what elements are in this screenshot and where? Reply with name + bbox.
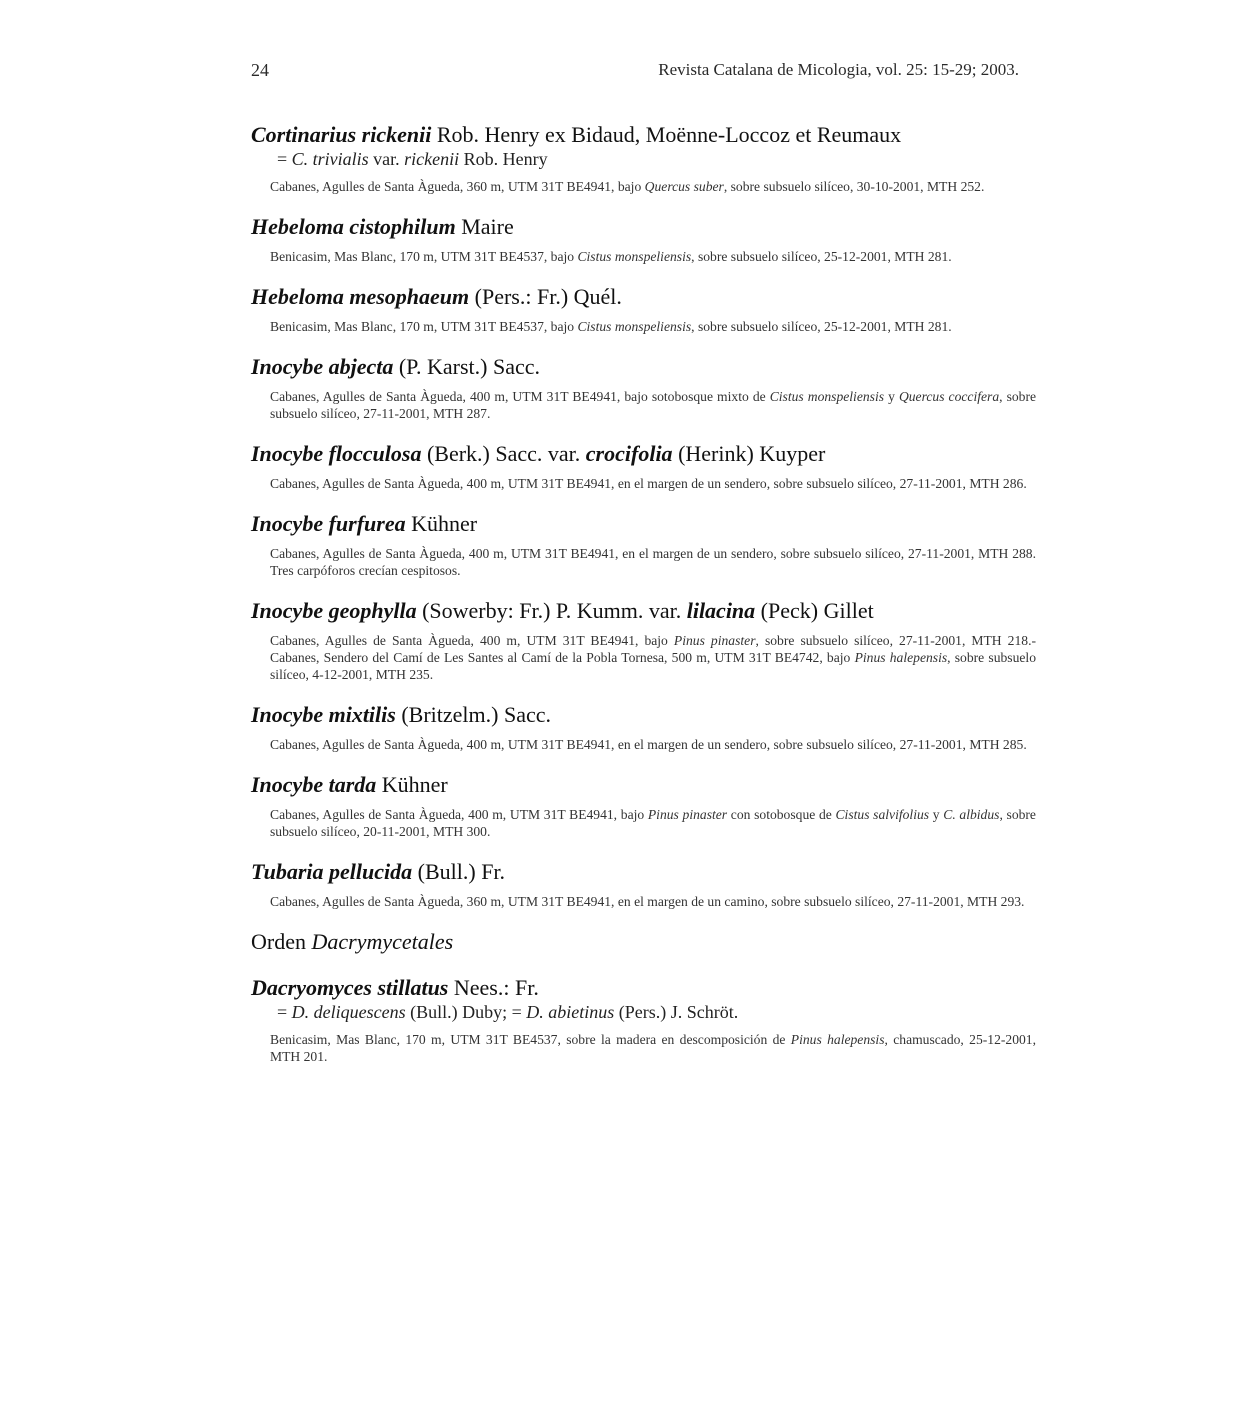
synonym-author: Rob. Henry	[459, 149, 548, 169]
specimen-record	[270, 806, 1036, 840]
synonym-name: D. deliquescens	[291, 1002, 406, 1022]
record-text: , sobre subsuelo silíceo, 30-10-2001, MTH 252.	[723, 179, 985, 194]
record-text: , sobre subsuelo silíceo, 20-11-2001, MTH 300.	[270, 807, 1036, 839]
variety-name: crocifolia	[585, 441, 673, 466]
species-heading	[251, 511, 1036, 537]
order-heading	[251, 929, 1036, 955]
synonym-mid: (Bull.) Duby; =	[405, 1002, 527, 1022]
specimen-record	[270, 178, 1036, 195]
variety-author: (Peck) Gillet	[755, 598, 874, 623]
species-heading	[251, 772, 1036, 798]
species-heading	[251, 975, 1036, 1001]
specimen-record	[270, 736, 1036, 753]
species-name: Dacryomyces stillatus	[251, 975, 449, 1000]
species-entry	[251, 772, 1036, 840]
species-heading	[251, 441, 1036, 467]
species-author: (Bull.) Fr.	[412, 859, 506, 884]
record-host-taxon: Cistus monspeliensis	[577, 319, 692, 334]
specimen-record	[270, 248, 1036, 265]
species-author: Maire	[455, 214, 514, 239]
record-text: , sobre subsuelo silíceo, 25-12-2001, MTH 281.	[691, 319, 952, 334]
species-entry	[251, 214, 1036, 265]
species-author: Rob. Henry ex Bidaud, Moënne-Loccoz et Reumaux	[431, 122, 902, 147]
running-header	[251, 60, 1019, 88]
order-label: Orden	[251, 929, 312, 954]
record-text: , sobre subsuelo silíceo, 25-12-2001, MTH 281.	[691, 249, 952, 264]
record-text: Cabanes, Agulles de Santa Àgueda, 400 m, UTM 31T BE4941, en el margen de un sendero, sobre subsuelo silíceo, 27-11-2001, MTH 285.	[270, 737, 1027, 752]
synonym-line	[277, 148, 1036, 170]
record-text: Cabanes, Agulles de Santa Àgueda, 360 m, UTM 31T BE4941, en el margen de un camino, sobre subsuelo silíceo, 27-11-2001, MTH 293.	[270, 894, 1025, 909]
species-name: Cortinarius rickenii	[251, 122, 432, 147]
page-number: 24	[251, 60, 269, 80]
record-text: Benicasim, Mas Blanc, 170 m, UTM 31T BE4537, bajo	[270, 319, 578, 334]
synonym-prefix: =	[277, 1002, 292, 1022]
species-name: Hebeloma mesophaeum	[251, 284, 470, 309]
specimen-record	[270, 388, 1036, 422]
species-author: Nees.: Fr.	[448, 975, 539, 1000]
record-host-taxon: Cistus monspeliensis	[769, 389, 885, 404]
record-text: Cabanes, Agulles de Santa Àgueda, 400 m, UTM 31T BE4941, bajo sotobosque mixto de	[270, 389, 770, 404]
record-text: , sobre subsuelo silíceo, 27-11-2001, MTH 287.	[270, 389, 1037, 421]
synonym-name-2: D. abietinus	[526, 1002, 615, 1022]
species-entry	[251, 859, 1036, 910]
record-host-taxon: Quercus suber	[644, 179, 724, 194]
specimen-record	[270, 318, 1036, 335]
species-name: Inocybe tarda	[251, 772, 377, 797]
synonym-name: C. trivialis	[291, 149, 369, 169]
record-text: y	[929, 807, 944, 822]
species-heading	[251, 859, 1036, 885]
record-text: , sobre subsuelo silíceo, 4-12-2001, MTH 235.	[270, 650, 1036, 682]
record-text: , chamuscado, 25-12-2001, MTH 201.	[270, 1032, 1036, 1064]
synonym-author: (Pers.) J. Schröt.	[614, 1002, 739, 1022]
species-author: (Sowerby: Fr.) P. Kumm. var.	[416, 598, 687, 623]
species-entry	[251, 511, 1036, 579]
species-entry	[251, 284, 1036, 335]
species-heading	[251, 354, 1036, 380]
species-entry	[251, 598, 1036, 683]
species-heading	[251, 284, 1036, 310]
record-host-taxon: Quercus coccifera	[898, 389, 1000, 404]
species-name: Tubaria pellucida	[251, 859, 413, 884]
record-text: Benicasim, Mas Blanc, 170 m, UTM 31T BE4537, bajo	[270, 249, 578, 264]
specimen-record	[270, 632, 1036, 683]
species-name: Inocybe mixtilis	[251, 702, 396, 727]
species-name: Inocybe furfurea	[251, 511, 406, 536]
species-heading	[251, 598, 1036, 624]
species-name: Inocybe abjecta	[251, 354, 394, 379]
record-host-taxon: Pinus pinaster	[647, 807, 728, 822]
species-author: (Berk.) Sacc. var.	[421, 441, 586, 466]
species-entry	[251, 441, 1036, 492]
journal-citation: Revista Catalana de Micologia, vol. 25: 15-29; 2003.	[658, 60, 1019, 79]
synonym-line	[277, 1001, 1036, 1023]
record-text: Cabanes, Agulles de Santa Àgueda, 400 m, UTM 31T BE4941, bajo	[270, 807, 648, 822]
species-entry	[251, 354, 1036, 422]
record-host-taxon: Cistus salvifolius	[835, 807, 930, 822]
record-text: con sotobosque de	[727, 807, 836, 822]
species-name: Inocybe geophylla	[251, 598, 417, 623]
record-host-taxon: Pinus halepensis	[790, 1032, 885, 1047]
variety-author: (Herink) Kuyper	[672, 441, 826, 466]
species-author: Kühner	[405, 511, 478, 536]
species-heading	[251, 702, 1036, 728]
record-text: Cabanes, Agulles de Santa Àgueda, 360 m, UTM 31T BE4941, bajo	[270, 179, 645, 194]
species-list	[251, 122, 1036, 1084]
record-text: Cabanes, Agulles de Santa Àgueda, 400 m, UTM 31T BE4941, en el margen de un sendero, sobre subsuelo silíceo, 27-11-2001, MTH 288. Tres carpóforos crecían cespitosos.	[270, 546, 1036, 578]
record-text: Cabanes, Agulles de Santa Àgueda, 400 m, UTM 31T BE4941, en el margen de un sendero, sobre subsuelo silíceo, 27-11-2001, MTH 286.	[270, 476, 1027, 491]
record-host-taxon: C. albidus	[943, 807, 1000, 822]
record-host-taxon: Pinus halepensis	[854, 650, 948, 665]
species-author: (Britzelm.) Sacc.	[395, 702, 551, 727]
specimen-record	[270, 545, 1036, 579]
record-text: y	[884, 389, 899, 404]
species-name: Hebeloma cistophilum	[251, 214, 456, 239]
record-host-taxon: Cistus monspeliensis	[577, 249, 692, 264]
record-text: Benicasim, Mas Blanc, 170 m, UTM 31T BE4537, sobre la madera en descomposición de	[270, 1032, 791, 1047]
species-entry	[251, 702, 1036, 753]
synonym-prefix: =	[277, 149, 292, 169]
specimen-record	[270, 1031, 1036, 1065]
species-author: (Pers.: Fr.) Quél.	[469, 284, 622, 309]
specimen-record	[270, 475, 1036, 492]
species-entry	[251, 122, 1036, 195]
record-text: Cabanes, Agulles de Santa Àgueda, 400 m, UTM 31T BE4941, bajo	[270, 633, 674, 648]
species-author: (P. Karst.) Sacc.	[393, 354, 540, 379]
synonym-name-2: rickenii	[404, 149, 460, 169]
order-name: Dacrymycetales	[311, 929, 454, 954]
variety-name: lilacina	[686, 598, 756, 623]
record-text: , sobre subsuelo silíceo, 27-11-2001, MTH 218.- Cabanes, Sendero del Camí de Les Santes al Camí de la Pobla Tornesa, 500 m, UTM 31T BE4742, bajo	[270, 633, 1036, 665]
synonym-mid: var.	[368, 149, 405, 169]
record-host-taxon: Pinus pinaster	[673, 633, 756, 648]
species-heading	[251, 122, 1036, 148]
species-heading	[251, 214, 1036, 240]
species-author: Kühner	[376, 772, 448, 797]
species-entry	[251, 975, 1036, 1065]
specimen-record	[270, 893, 1036, 910]
species-name: Inocybe flocculosa	[251, 441, 422, 466]
